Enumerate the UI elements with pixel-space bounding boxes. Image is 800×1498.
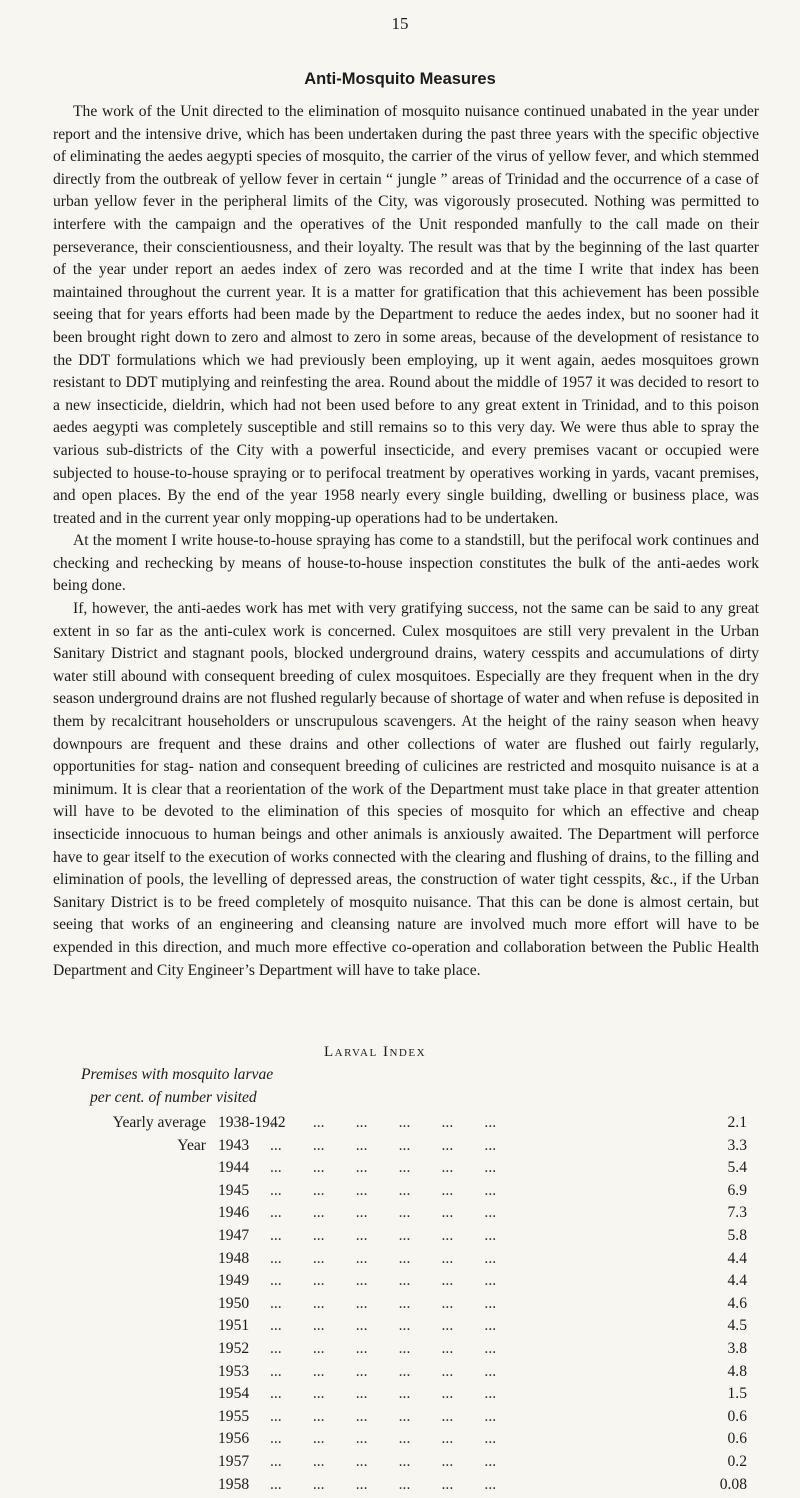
table-row [0,1250,800,1273]
row-year: 1950 [218,1295,249,1313]
table-row [0,1182,800,1205]
row-leader-dots: ... ... ... ... ... ... [270,1385,700,1405]
row-leader-dots: ... ... ... ... ... ... [270,1114,700,1134]
row-leader-dots: ... ... ... ... ... ... [270,1363,700,1383]
row-value: 3.3 [728,1137,748,1155]
section-heading: Anti-Mosquito Measures [0,70,800,89]
row-leader-dots: ... ... ... ... ... ... [270,1476,700,1496]
body-text [53,101,759,982]
row-year: 1943 [218,1137,249,1155]
row-year: 1948 [218,1250,249,1268]
row-leader-dots: ... ... ... ... ... ... [270,1317,700,1337]
row-leader-dots: ... ... ... ... ... ... [270,1250,700,1270]
table-row [0,1385,800,1408]
table-row [0,1114,800,1137]
row-value: 4.4 [728,1250,748,1268]
row-leader-dots: ... ... ... ... ... ... [270,1272,700,1292]
row-value: 0.08 [720,1476,747,1494]
row-value: 4.4 [728,1272,748,1290]
paragraph-3: If, however, the anti-aedes work has met with very gratifying success, not the same can be said to any great extent in so far as the anti-culex work is concerned. Culex mosquitoes are still very prevalent in the Urban Sanitary District and stagnant pools, blocked underground drains, watery cesspits and accumulations of dirty water still abound with consequent breeding of culex mosquitoes. Especially are they frequent when in the dry season underground drains are not flushed regularly because of shortage of water and when refuse is deposited in them by recalcitrant householders or unscrupulous scavengers. At the height of the rainy season when heavy downpours are frequent and these drains and other collections of water are flushed out fairly regularly, opportunities for stag- nation and consequent breeding of culicines are restricted and mosquito nuisance is at a minimum. It is clear that a reorientation of the work of the Department must take place in that greater attention will have to be devoted to the elimination of this species of mosquito for which an effective and cheap insecticide innocuous to human beings and other animals is anxiously awaited. The Department will perforce have to gear itself to the execution of works connected with the clearing and flushing of drains, to the filling and elimination of pools, the levelling of depressed areas, the construction of water tight cesspits, &c., if the Urban Sanitary District is to be freed completely of mosquito nuisance. That this can be done is almost certain, but seeing that works of an engineering and cleansing nature are involved much more effort will have to be expended in this direction, and much more effective co-operation and collaboration between the Public Health Department and City Engineer’s Department will have to take place. [53,598,759,982]
row-value: 6.9 [728,1182,748,1200]
table-row [0,1453,800,1476]
row-value: 5.4 [728,1159,748,1177]
row-label: Yearly average [88,1114,206,1132]
table-row [0,1137,800,1160]
row-leader-dots: ... ... ... ... ... ... [270,1408,700,1428]
row-year: 1949 [218,1272,249,1290]
table-row [0,1476,800,1498]
table-row [0,1363,800,1386]
row-value: 0.6 [728,1430,748,1448]
paragraph-2: At the moment I write house-to-house spraying has come to a standstill, but the perifocal work continues and checking and rechecking by means of house-to-house inspection constitutes the bulk of the anti-aedes work being done. [53,530,759,598]
row-value: 3.8 [728,1340,748,1358]
row-leader-dots: ... ... ... ... ... ... [270,1137,700,1157]
table-row [0,1159,800,1182]
row-leader-dots: ... ... ... ... ... ... [270,1227,700,1247]
row-value: 2.1 [728,1114,748,1132]
row-value: 4.8 [728,1363,748,1381]
row-leader-dots: ... ... ... ... ... ... [270,1430,700,1450]
table-row [0,1317,800,1340]
row-value: 0.6 [728,1408,748,1426]
row-year: 1951 [218,1317,249,1335]
larval-index-table [0,1114,800,1498]
table-row [0,1295,800,1318]
table-row [0,1227,800,1250]
table-row [0,1430,800,1453]
row-value: 7.3 [728,1204,748,1222]
table-row [0,1204,800,1227]
row-year: 1957 [218,1453,249,1471]
row-year: 1945 [218,1182,249,1200]
table-row [0,1272,800,1295]
row-year: 1944 [218,1159,249,1177]
row-year: 1953 [218,1363,249,1381]
table-caption-line-1: Premises with mosquito larvae [81,1066,273,1084]
row-value: 4.6 [728,1295,748,1313]
row-leader-dots: ... ... ... ... ... ... [270,1453,700,1473]
row-year: 1938-1942 [218,1114,286,1132]
row-leader-dots: ... ... ... ... ... ... [270,1182,700,1202]
row-year: 1946 [218,1204,249,1222]
page-number: 15 [0,14,800,34]
row-year: 1958 [218,1476,249,1494]
row-value: 5.8 [728,1227,748,1245]
row-year: 1947 [218,1227,249,1245]
row-value: 4.5 [728,1317,748,1335]
table-row [0,1340,800,1363]
table-caption-line-2: per cent. of number visited [90,1089,257,1107]
row-value: 1.5 [728,1385,748,1403]
row-year: 1952 [218,1340,249,1358]
row-year: 1956 [218,1430,249,1448]
row-year: 1954 [218,1385,249,1403]
row-label: Year [88,1137,206,1155]
paragraph-1: The work of the Unit directed to the elimination of mosquito nuisance continued unabated in the year under report and the intensive drive, which has been undertaken during the past three years with the specific objective of eliminating the aedes aegypti species of mosquito, the carrier of the virus of yellow fever, and which stemmed directly from the outbreak of yellow fever in certain “ jungle ” areas of Trinidad and the occurrence of a case of urban yellow fever in the peripheral limits of the City, was vigorously prosecuted. Nothing was permitted to interfere with the campaign and the operatives of the Unit responded manfully to the call made on their perseverance, their conscientiousness, and their loyalty. The result was that by the beginning of the last quarter of the year under report an aedes index of zero was recorded and at the time I write that index has been maintained throughout the current year. It is a matter for gratification that this achievement has been possible seeing that for years efforts had been made by the Department to reduce the aedes index, but no sooner had it been brought right down to zero and almost to zero in some areas, because of the development of resistance to the DDT formulations which we had previously been employing, up it went again, aedes mosquitoes grown resistant to DDT mutiplying and reinfesting the area. Round about the middle of 1957 it was decided to resort to a new insecticide, dieldrin, which had not been used before to any great extent in Trinidad, and to this poison aedes aegypti was completely susceptible and still remains so to this very day. We were thus able to spray the various sub-districts of the City with a powerful insecticide, and every premises vacant or occupied were subjected to house-to-house spraying or to perifocal treatment by operatives working in yards, vacant premises, and open places. By the end of the year 1958 nearly every single building, dwelling or business place, was treated and in the current year only mopping-up operations had to be undertaken. [53,101,759,530]
row-leader-dots: ... ... ... ... ... ... [270,1204,700,1224]
row-leader-dots: ... ... ... ... ... ... [270,1295,700,1315]
table-row [0,1408,800,1431]
row-value: 0.2 [728,1453,748,1471]
row-leader-dots: ... ... ... ... ... ... [270,1340,700,1360]
table-title: Larval Index [0,1044,750,1061]
row-year: 1955 [218,1408,249,1426]
row-leader-dots: ... ... ... ... ... ... [270,1159,700,1179]
